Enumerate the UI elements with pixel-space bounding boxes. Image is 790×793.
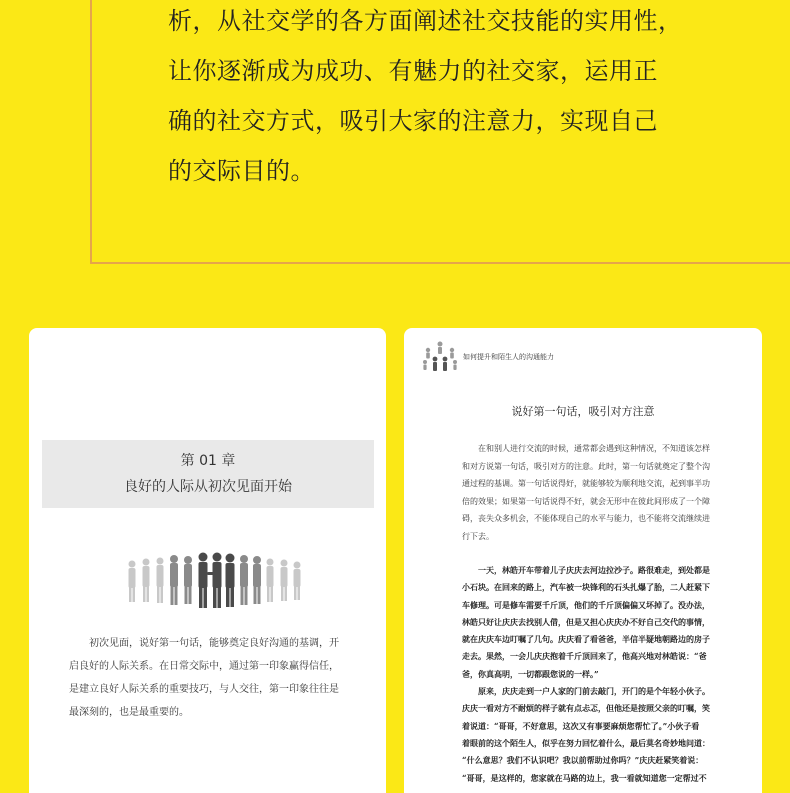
running-header-title: 如何提升和陌生人的沟通能力 bbox=[463, 353, 554, 361]
chapter-intro-paragraph bbox=[69, 632, 369, 724]
story-line: “什么意思？我们不认识吧？我以前帮助过你吗？”庆庆赶紧笑着说： bbox=[462, 755, 704, 766]
body-line: 倍的效果；如果第一句话说得不好，就会无形中在彼此间形成了一个障 bbox=[462, 496, 710, 506]
body-line: 和对方说第一句话，吸引对方的注意。此时，第一句话就奠定了整个沟 bbox=[462, 461, 710, 471]
paragraph-line: 是建立良好人际关系的重要技巧，与人交往，第一印象往往是 bbox=[69, 684, 339, 695]
section-body bbox=[462, 440, 752, 545]
section-title: 说好第一句话，吸引对方注意 bbox=[511, 405, 655, 418]
chapter-title: 良好的人际从初次见面开始 bbox=[124, 479, 292, 495]
book-page-left bbox=[29, 328, 386, 793]
story-line: 林皓只好让庆庆去找别人借，但是又担心庆庆办不好自己交代的事情， bbox=[462, 616, 710, 627]
story-text bbox=[462, 562, 754, 787]
people-network-logo-icon bbox=[422, 340, 458, 374]
story-line: 着说道：“哥哥，不好意思，这次又有事要麻烦您帮忙了。”小伙子看 bbox=[462, 720, 700, 731]
paragraph-line: 初次见面，说好第一句话，能够奠定良好沟通的基调，开 bbox=[69, 638, 339, 649]
chapter-heading-box bbox=[42, 440, 374, 508]
intro-line: 让你逐渐成为成功、有魅力的社交家，运用正 bbox=[168, 57, 658, 85]
body-line: 通过程的基调。第一句话说得好，就能够较为顺利地交流，起到事半功 bbox=[462, 479, 710, 488]
story-line: 一天，林皓开车带着儿子庆庆去河边拉沙子。路很难走，到处都是 bbox=[462, 565, 710, 575]
story-line: 原来，庆庆走到一户人家的门前去敲门，开门的是个年轻小伙子。 bbox=[462, 686, 710, 697]
paragraph-line: 启良好的人际关系。在日常交际中，通过第一印象赢得信任， bbox=[69, 661, 339, 672]
story-line: 走去。果然，一会儿庆庆抱着千斤顶回来了，他高兴地对林皓说：“爸 bbox=[462, 651, 707, 662]
story-line: 庆庆一看对方不耐烦的样子就有点忐忑，但他还是按照父亲的叮嘱，笑 bbox=[462, 703, 710, 714]
body-line: 碍，丧失众多机会，不能体现自己的水平与能力，也不能将交流继续进 bbox=[462, 514, 710, 523]
body-line: 行下去。 bbox=[462, 531, 494, 541]
intro-line: 确的社交方式，吸引大家的注意力，实现自己 bbox=[168, 107, 658, 135]
story-line: 就在庆庆车边叮嘱了几句。庆庆看了看爸爸，半信半疑地朝路边的房子 bbox=[462, 634, 710, 645]
intro-line: 的交际目的。 bbox=[168, 157, 315, 185]
body-line: 在和别人进行交流的时候，通常都会遇到这种情况，不知道该怎样 bbox=[462, 444, 710, 453]
book-page-right bbox=[404, 328, 762, 793]
story-line: 车修理。可是修车需要千斤顶，他们的千斤顶偏偏又坏掉了。没办法， bbox=[462, 599, 710, 610]
intro-line: 析，从社交学的各方面阐述社交技能的实用性， bbox=[168, 7, 683, 35]
paragraph-line: 最深刻的，也是最重要的。 bbox=[69, 707, 189, 718]
crowd-silhouette-illustration bbox=[124, 550, 304, 610]
story-line: 小石块。在回来的路上，汽车被一块锋利的石头扎爆了胎，二人赶紧下 bbox=[462, 582, 710, 593]
story-line: 着眼前的这个陌生人，似乎在努力回忆着什么，最后莫名奇妙地问道： bbox=[462, 737, 710, 748]
story-line: 爸，你真高明，一切都跟您说的一样。” bbox=[462, 668, 599, 679]
intro-text bbox=[168, 0, 728, 196]
chapter-number: 第 01 章 bbox=[180, 453, 236, 469]
story-line: “哥哥，是这样的，您家就在马路的边上，我一看就知道您一定帮过不 bbox=[462, 772, 707, 783]
